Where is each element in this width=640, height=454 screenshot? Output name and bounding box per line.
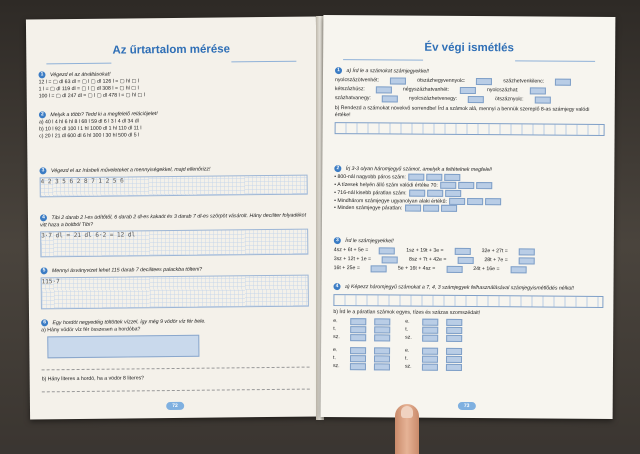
answer-cell [350,334,366,341]
exercise-row: 100 l = ▢ dl 247 dl = ▢ l ▢ dl 478 l = ▢ hl ▢ l [38,92,146,100]
exercise-number: 4 [333,283,340,290]
answer-cell [422,327,438,334]
exercise-number: 5 [41,267,48,274]
exercise-row [334,256,604,265]
neighbour-table [405,318,463,341]
answer-cell [468,96,484,103]
answer-cell [423,205,439,212]
answer-cell [476,182,492,189]
row-label: t. [332,354,336,361]
exercise-row [335,95,605,104]
exercise-1 [335,67,605,136]
answer-cell [350,363,366,370]
exercise-subquestion: b) Rendezd a számokat növekvő sorrendbe! Írd a számok alá, mennyi a bennük szereplő 8-as számjegy valódi értéke! [334,104,590,119]
answer-cell [446,335,462,342]
answer-cell [374,326,390,333]
exercise-text: Egy hordót negyedéig töltöttek vízzel, így még 9 vödör víz fér bele. [52,318,206,327]
exercise-row [335,77,605,86]
exercise-subquestion: b) Hány literes a hordó, ha a vödör 8 literes? [41,375,145,383]
answer-cell [529,87,545,94]
exercise-text: Mennyi ásványvizet lehet 115 darab 7 decilitees palackba tölteni? [51,266,203,275]
row-label: e. [405,347,410,354]
left-page-title: Az űrtartalom mérése [112,43,231,57]
answer-cell [371,265,387,272]
answer-cell [390,77,406,84]
answer-cell [446,319,462,326]
row-label: sz. [333,333,340,340]
row-label: e. [333,317,338,324]
squared-work-area [41,274,309,309]
exercise-1 [38,69,306,101]
title-rule-left [46,63,111,65]
answer-cell [457,257,473,264]
answer-cell [446,348,462,355]
answer-cell [422,335,438,342]
exercise-6 [41,317,310,393]
title-rule-left [343,59,423,61]
row-item: 32e + 27t = [481,247,508,255]
row-label: e. [405,318,410,325]
exercise-5 [41,265,309,310]
neighbour-tables [333,345,603,372]
answer-cell [426,174,442,181]
answer-cell [440,182,456,189]
exercise-text: Írj 3-3 olyan háromjegyű számot, amelyik a feltételnek megfelel! [345,166,492,174]
exercise-text: a) Képezz háromjegyű számokat a 7, 4, 3 számjegyek felhasználásával számjegyismétlődés nélkül! [344,284,574,292]
answer-cell [510,266,526,273]
exercise-2 [39,109,307,141]
exercise-number: 6 [41,319,48,326]
exercise-row: b) 10 l 92 dl 100 l 1 hl 1000 dl 1 hl 110 dl 11 l [39,125,142,133]
answer-cell [446,356,462,363]
answer-cell [422,364,438,371]
row-item: százhatvanegy: [334,94,371,102]
answer-cell [445,189,461,196]
answer-cell [379,247,395,254]
answer-strip [333,294,603,308]
answer-cell [382,95,398,102]
answer-cell [449,197,465,204]
exercise-text: Végezd el az átváltásokat! [49,71,111,79]
handwritten-work: 3·7 dl = 21 dl 6·2 = 12 dl [41,231,136,240]
row-item: százhetvenkilenc: [503,78,545,85]
exercise-text: Írd le számjegyekkel! [345,238,394,245]
list-item: • Minden számjegye páratlan: [334,204,604,214]
exercise-number: 3 [334,237,341,244]
answer-cell [374,355,390,362]
answer-cell [350,326,366,333]
answer-cell [458,182,474,189]
answer-cell [476,78,492,85]
right-page [321,15,616,419]
row-item: ötszázhegyvennyolc: [417,77,466,84]
answer-cell [405,205,421,212]
exercise-number: 4 [40,214,47,221]
answer-cell [467,197,483,204]
row-label: sz. [404,363,412,370]
list-item-text: 800-nál nagyobb páros szám: [337,173,406,181]
exercise-subquestion: a) Hány vödör víz fér összesen a hordóba? [41,326,141,334]
exercise-text: Végezd el az írásbeli műveleteket a mennyiségekkel, majd ellenőrizz! [50,166,211,175]
answer-cell [535,96,551,103]
answer-box [47,335,199,359]
answer-cell [460,87,476,94]
answer-cell [441,205,457,212]
thumbnail [401,406,413,418]
row-item: négyszázhatvanhét: [402,86,450,93]
handwritten-work: 4 2 3 5 6 2 8 7 1 2 5 6 [40,177,124,186]
title-rule-right [515,60,595,62]
title-rule-right [231,61,296,63]
answer-cell [446,364,462,371]
exercise-subquestion: b) Írd le a páratlan számok egyes, tízes és százas szomszédait! [333,308,481,316]
exercise-number: 1 [335,67,342,74]
row-label: t. [404,355,408,362]
answer-cell [519,248,535,255]
neighbour-table [333,318,391,341]
list-item: • 800-nál nagyobb páros szám: [334,173,604,183]
neighbour-table [333,347,391,370]
exercise-row [334,247,604,256]
row-item: ötszáznyolc: [495,96,524,103]
answer-cell [519,257,535,264]
exercise-number: 3 [39,167,46,174]
answer-cell [374,347,390,354]
exercise-number: 2 [39,111,46,118]
page-number: 73 [458,402,476,410]
answer-cell [427,189,443,196]
exercise-row [335,86,605,95]
left-page [26,16,320,419]
list-item: • Mindhárom számjegye ugyanolyan alaki értékű: [334,197,604,207]
answer-cell [408,173,424,180]
ordering-strip [335,122,605,136]
answer-cell [422,348,438,355]
answer-cell [350,347,366,354]
row-item: nyolcszázhetvenegy: [408,95,458,102]
answer-cell [376,86,392,93]
answer-line [42,382,310,392]
answer-cell [382,256,398,263]
answer-cell [555,78,571,85]
exercise-3 [39,165,307,198]
neighbour-tables [333,316,603,343]
exercise-row [334,265,604,274]
list-item-text: 716-nál kisebb páratlan szám: [337,189,407,197]
exercise-row: 12 l = ▢ dl 63 dl = ▢ l ▢ dl 126 l = ▢ hl ▢ l [38,78,140,86]
squared-work-area [40,174,308,197]
exercise-4 [333,283,604,372]
exercise-4 [40,212,308,258]
exercise-row: a) 40 l 4 hl 6 hl 8 l 68 l 59 dl 6 l 3 l 4 dl 34 dl [38,118,139,126]
answer-cell [374,318,390,325]
exercise-text: Melyik a több? Tedd ki a megfelelő relációjelet! [50,111,158,119]
row-item: nyolcszázötvenhét: [334,76,380,84]
list-item-text: Mindhárom számjegye ugyanolyan alaki értékű: [337,197,447,205]
row-label: sz. [332,362,340,369]
list-item-text: A tízesek helyén álló szám valódi értéke 70: [337,181,438,189]
list-item-text: Minden számjegye páratlan: [337,205,403,212]
row-label: t. [405,326,409,333]
answer-cell [485,198,501,205]
answer-cell [455,248,471,255]
row-label: e. [333,346,338,353]
exercise-2 [334,165,604,214]
answer-cell [374,334,390,341]
answer-cell [350,355,366,362]
answer-cell [422,356,438,363]
answer-line [42,360,310,370]
row-item: 8sz + 7t + 42e = [409,256,447,263]
answer-cell [444,174,460,181]
row-item: nyolcszázhat: [487,87,519,94]
row-label: sz. [405,334,412,341]
exercise-row: 1 l = ▢ dl 119 dl = ▢ l ▢ dl 308 l = ▢ hl ▢ l [38,85,139,93]
squared-work-area [40,228,308,257]
row-item: kétszázhúsz: [334,85,365,93]
exercise-number: 2 [334,165,341,172]
answer-cell [409,189,425,196]
exercise-number: 1 [38,71,45,78]
right-page-title: Év végi ismétlés [424,41,514,55]
row-item: 28t + 7e = [484,256,508,264]
row-item: 4sz + 6t + 5e = [333,246,369,254]
answer-cell [422,319,438,326]
handwritten-work: 115·7 [41,278,60,286]
row-item: 1sz + 19t + 3e = [406,247,444,254]
answer-cell [446,327,462,334]
exercise-row: c) 20 l 21 dl 600 dl 6 hl 300 l 30 hl 500 dl 5 l [39,132,140,140]
exercise-3 [334,237,604,274]
row-item: 5e + 16t + 4sz = [397,265,436,272]
exercise-text: a) Írd le a számokat számjegyekkel! [346,68,429,75]
exercise-text: Tibi 2 darab 2 l-es üdítőtől, 6 darab 2 dl-es kakaót és 3 darab 7 dl-es szörpöt vásárolt. Hány deciliter folyadékot vitt haza a boltból Tibi? [40,212,307,229]
row-item: 24t + 16e = [473,265,500,273]
row-label: t. [333,325,337,332]
page-number: 72 [166,402,184,410]
row-item: 16t + 25e = [333,264,360,272]
answer-cell [350,318,366,325]
neighbour-table [405,347,463,370]
list-item: • A tízesek helyén álló szám valódi értéke 70: [334,181,604,191]
answer-cell [446,266,462,273]
row-item: 3sz + 12t + 1e = [333,255,372,263]
list-item: • 716-nál kisebb páratlan szám: [334,189,604,199]
answer-cell [374,363,390,370]
